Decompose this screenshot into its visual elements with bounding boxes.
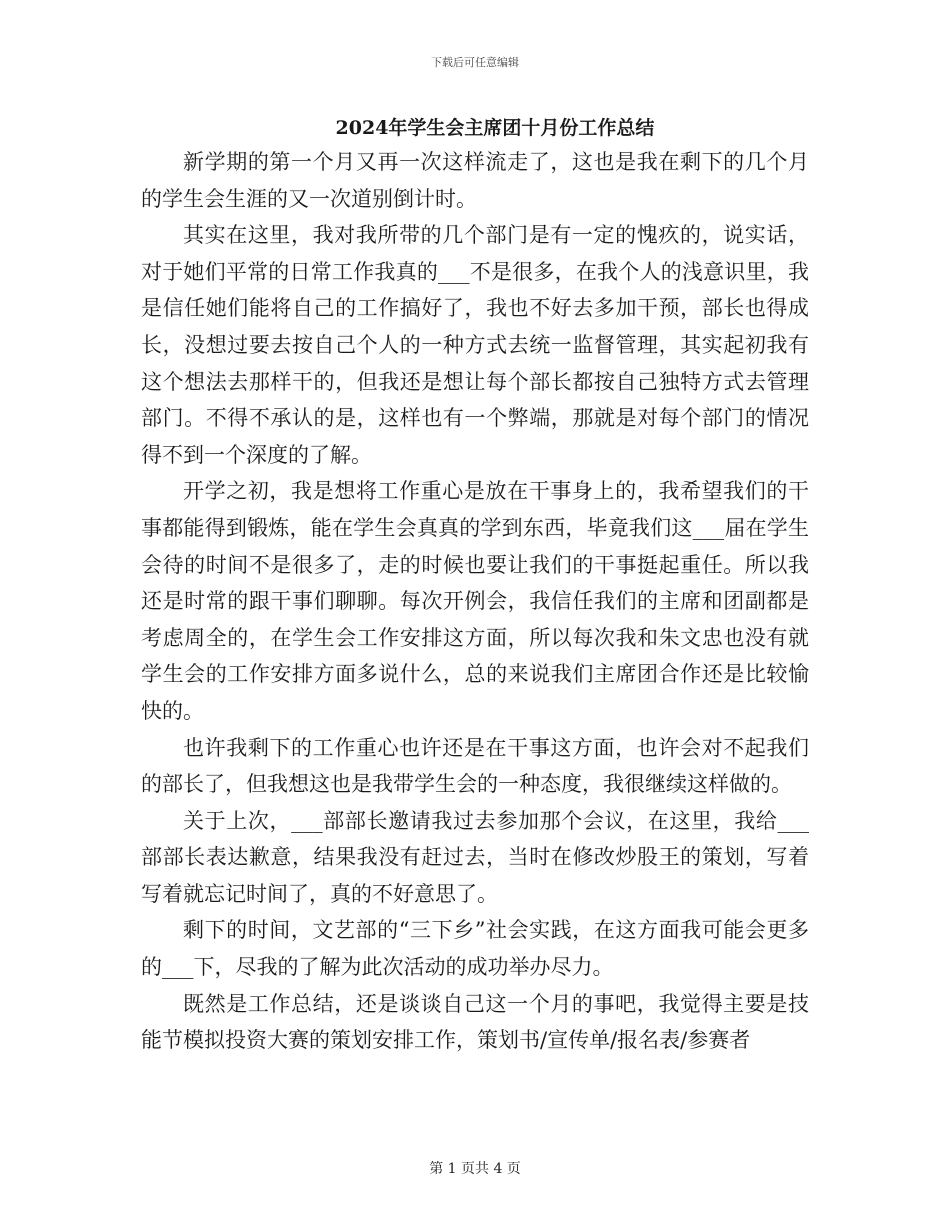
paragraph: 关于上次，___部部长邀请我过去参加那个会议，在这里，我给___部部长表达歉意，结果我没有赶过去，当时在修改炒股王的策划，写着写着就忘记时间了，真的不好意思了。 — [141, 808, 809, 906]
page-number: 第 1 页共 4 页 — [429, 1161, 521, 1177]
document-body — [141, 144, 809, 1059]
header-note: 下载后可任意编辑 — [431, 56, 519, 69]
paragraph: 既然是工作总结，还是谈谈自己这一个月的事吧，我觉得主要是技能节模拟投资大赛的策划安排工作，策划书/宣传单/报名表/参赛者 — [141, 991, 809, 1053]
paragraph: 开学之初，我是想将工作重心是放在干事身上的，我希望我们的干事都能得到锻炼，能在学生会真真的学到东西，毕竟我们这___届在学生会待的时间不是很多了，走的时候也要让我们的干事挺起重任。所以我还是时常的跟干事们聊聊。每次开例会，我信任我们的主席和团副都是考虑周全的，在学生会工作安排这方面，所以每次我和朱文忠也没有就学生会的工作安排方面多说什么，总的来说我们主席团合作还是比较愉快的。 — [141, 479, 809, 723]
paragraph: 也许我剩下的工作重心也许还是在干事这方面，也许会对不起我们的部长了，但我想这也是我带学生会的一种态度，我很继续这样做的。 — [141, 735, 809, 797]
document-title: 2024年学生会主席团十月份工作总结 — [335, 117, 655, 139]
paragraph: 剩下的时间，文艺部的“三下乡”社会实践，在这方面我可能会更多的___下，尽我的了解为此次活动的成功举办尽力。 — [141, 918, 809, 980]
paragraph: 新学期的第一个月又再一次这样流走了，这也是我在剩下的几个月的学生会生涯的又一次道别倒计时。 — [141, 150, 809, 211]
paragraph: 其实在这里，我对我所带的几个部门是有一定的愧疚的，说实话，对于她们平常的日常工作我真的___不是很多，在我个人的浅意识里，我是信任她们能将自己的工作搞好了，我也不好去多加干预，部长也得成长，没想过要去按自己个人的一种方式去统一监督管理，其实起初我有这个想法去那样干的，但我还是想让每个部长都按自己独特方式去管理部门。不得不承认的是，这样也有一个弊端，那就是对每个部门的情况得不到一个深度的了解。 — [141, 223, 809, 467]
